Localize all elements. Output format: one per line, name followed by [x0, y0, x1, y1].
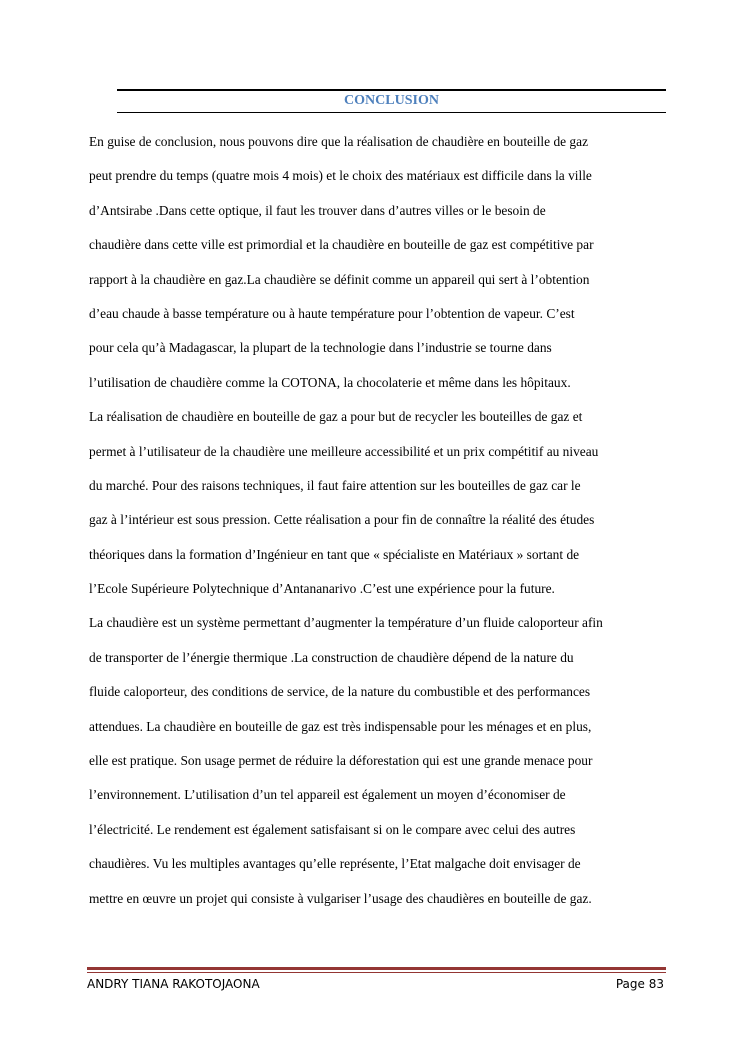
text-line: La chaudière est un système permettant d’augmenter la température d’un fluide caloporteur afin	[89, 615, 603, 631]
text-line: peut prendre du temps (quatre mois 4 mois) et le choix des matériaux est difficile dans la ville	[89, 168, 592, 184]
footer-page-number: Page 83	[615, 977, 664, 991]
text-line: l’environnement. L’utilisation d’un tel appareil est également un moyen d’économiser de	[89, 787, 566, 803]
text-line: fluide caloporteur, des conditions de service, de la nature du combustible et des performances	[89, 684, 591, 700]
title-rule-bottom	[117, 112, 666, 113]
text-line: elle est pratique. Son usage permet de réduire la déforestation qui est une grande menace pour	[89, 753, 593, 769]
text-line: de transporter de l’énergie thermique .La construction de chaudière dépend de la nature du	[89, 649, 574, 665]
text-line: pour cela qu’à Madagascar, la plupart de la technologie dans l’industrie se tourne dans	[89, 340, 552, 356]
text-line: attendues. La chaudière en bouteille de gaz est très indispensable pour les ménages et en plus,	[89, 718, 592, 734]
footer-author: ANDRY TIANA RAKOTOJAONA	[87, 977, 260, 991]
footer-rule-thin	[87, 972, 666, 973]
text-line: chaudière dans cette ville est primordial et la chaudière en bouteille de gaz est compétitive par	[89, 237, 594, 253]
text-line: mettre en œuvre un projet qui consiste à vulgariser l’usage des chaudières en bouteille de gaz.	[89, 890, 592, 906]
text-line: d’Antsirabe .Dans cette optique, il faut les trouver dans d’autres villes or le besoin de	[89, 202, 546, 218]
body-text	[89, 125, 665, 916]
text-line: l’utilisation de chaudière comme la COTONA, la chocolaterie et même dans les hôpitaux.	[89, 374, 571, 390]
text-line: rapport à la chaudière en gaz.La chaudière se définit comme un appareil qui sert à l’obtention	[89, 271, 590, 287]
text-line: l’électricité. Le rendement est également satisfaisant si on le compare avec celui des autres	[89, 821, 576, 837]
text-line: du marché. Pour des raisons techniques, il faut faire attention sur les bouteilles de gaz car le	[89, 477, 581, 493]
text-line: En guise de conclusion, nous pouvons dire que la réalisation de chaudière en bouteille de gaz	[89, 134, 589, 149]
text-line: théoriques dans la formation d’Ingénieur en tant que « spécialiste en Matériaux » sortant de	[89, 546, 580, 562]
text-line: La réalisation de chaudière en bouteille de gaz a pour but de recycler les bouteilles de gaz et	[89, 409, 583, 425]
page-title: CONCLUSION	[344, 93, 439, 108]
text-line: gaz à l’intérieur est sous pression. Cette réalisation a pour fin de connaître la réalité des études	[89, 512, 595, 528]
text-line: l’Ecole Supérieure Polytechnique d’Antananarivo .C’est une expérience pour la future.	[89, 581, 555, 597]
footer-rule-thick	[87, 967, 666, 970]
text-line: permet à l’utilisateur de la chaudière une meilleure accessibilité et un prix compétitif au niveau	[89, 443, 599, 459]
text-line: d’eau chaude à basse température ou à haute température pour l’obtention de vapeur. C’est	[89, 305, 575, 321]
text-line: chaudières. Vu les multiples avantages qu’elle représente, l’Etat malgache doit envisager de	[89, 856, 581, 872]
title-rule-top	[117, 89, 666, 91]
